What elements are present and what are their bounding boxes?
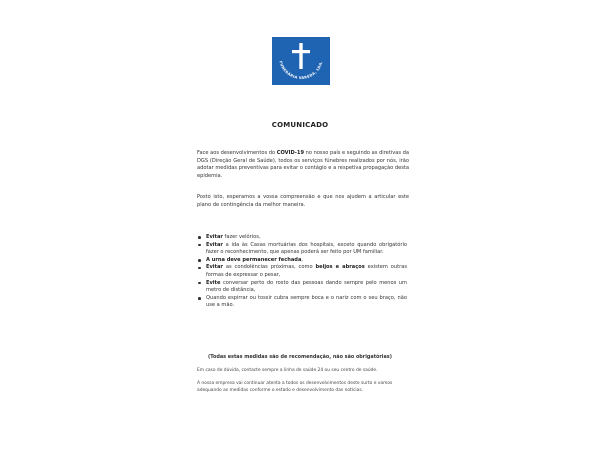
intro-paragraph: Face aos desenvolvimentos do COVID-19 no nosso país e seguindo as diretivas da DGS (Direção Geral de Saúde), todos os serviços fúnebres realizados por nós, irão adotar medidas preventivas para evitar o contágio e a respetiva propagação desta epidemia. [197, 150, 409, 179]
list-item: Quando espirrar ou tossir cubra sempre boca e o nariz com o seu braço, não use a mão. [197, 295, 407, 310]
contact-note: Em caso de dúvida, contacte sempre a linha de saúde 24 ou seu centro de saúde. [197, 368, 378, 373]
list-item: Evitar a ida às Casas mortuárias dos hospitais, exceto quando obrigatório fazer o reconhecimento, que apenas poderá ser feito por UM familiar. [197, 242, 407, 257]
list-item: A urna deve permanecer fechada, [197, 257, 407, 265]
bullet-icon [198, 236, 201, 239]
measures-list [197, 234, 407, 310]
list-item: Evitar fazer velórios, [197, 234, 407, 242]
bullet-icon [198, 244, 201, 247]
second-paragraph: Posto isto, esperamos a vossa compreensão e que nos ajudem a articular este plano de contingência da melhor maneira. [197, 194, 409, 208]
bullet-icon [198, 259, 201, 262]
company-logo [272, 37, 330, 85]
bullet-icon [198, 267, 201, 270]
document-title: COMUNICADO [271, 121, 329, 129]
bullet-icon [198, 297, 201, 300]
list-item: Evitar as condolências próximas, como beijos e abraços existem outras formas de expressar o pesar, [197, 264, 407, 279]
logo-text: FUNERÁRIA VAREDA, LDA. [278, 60, 324, 81]
bullet-icon [198, 282, 201, 285]
recommendation-note: (Todas estas medidas são de recomendação, não são obrigatórias) [208, 354, 392, 360]
closing-note: A nossa empresa vai continuar atenta a todos os desenvolvimentos deste surto e vamos adequando as medidas conforme o estado e desenvolvimento das notícias. [197, 381, 393, 393]
list-item: Evite conversar perto do rosto das pessoas dando sempre pelo menos um metro de distância, [197, 280, 407, 295]
cross-icon [272, 37, 330, 85]
